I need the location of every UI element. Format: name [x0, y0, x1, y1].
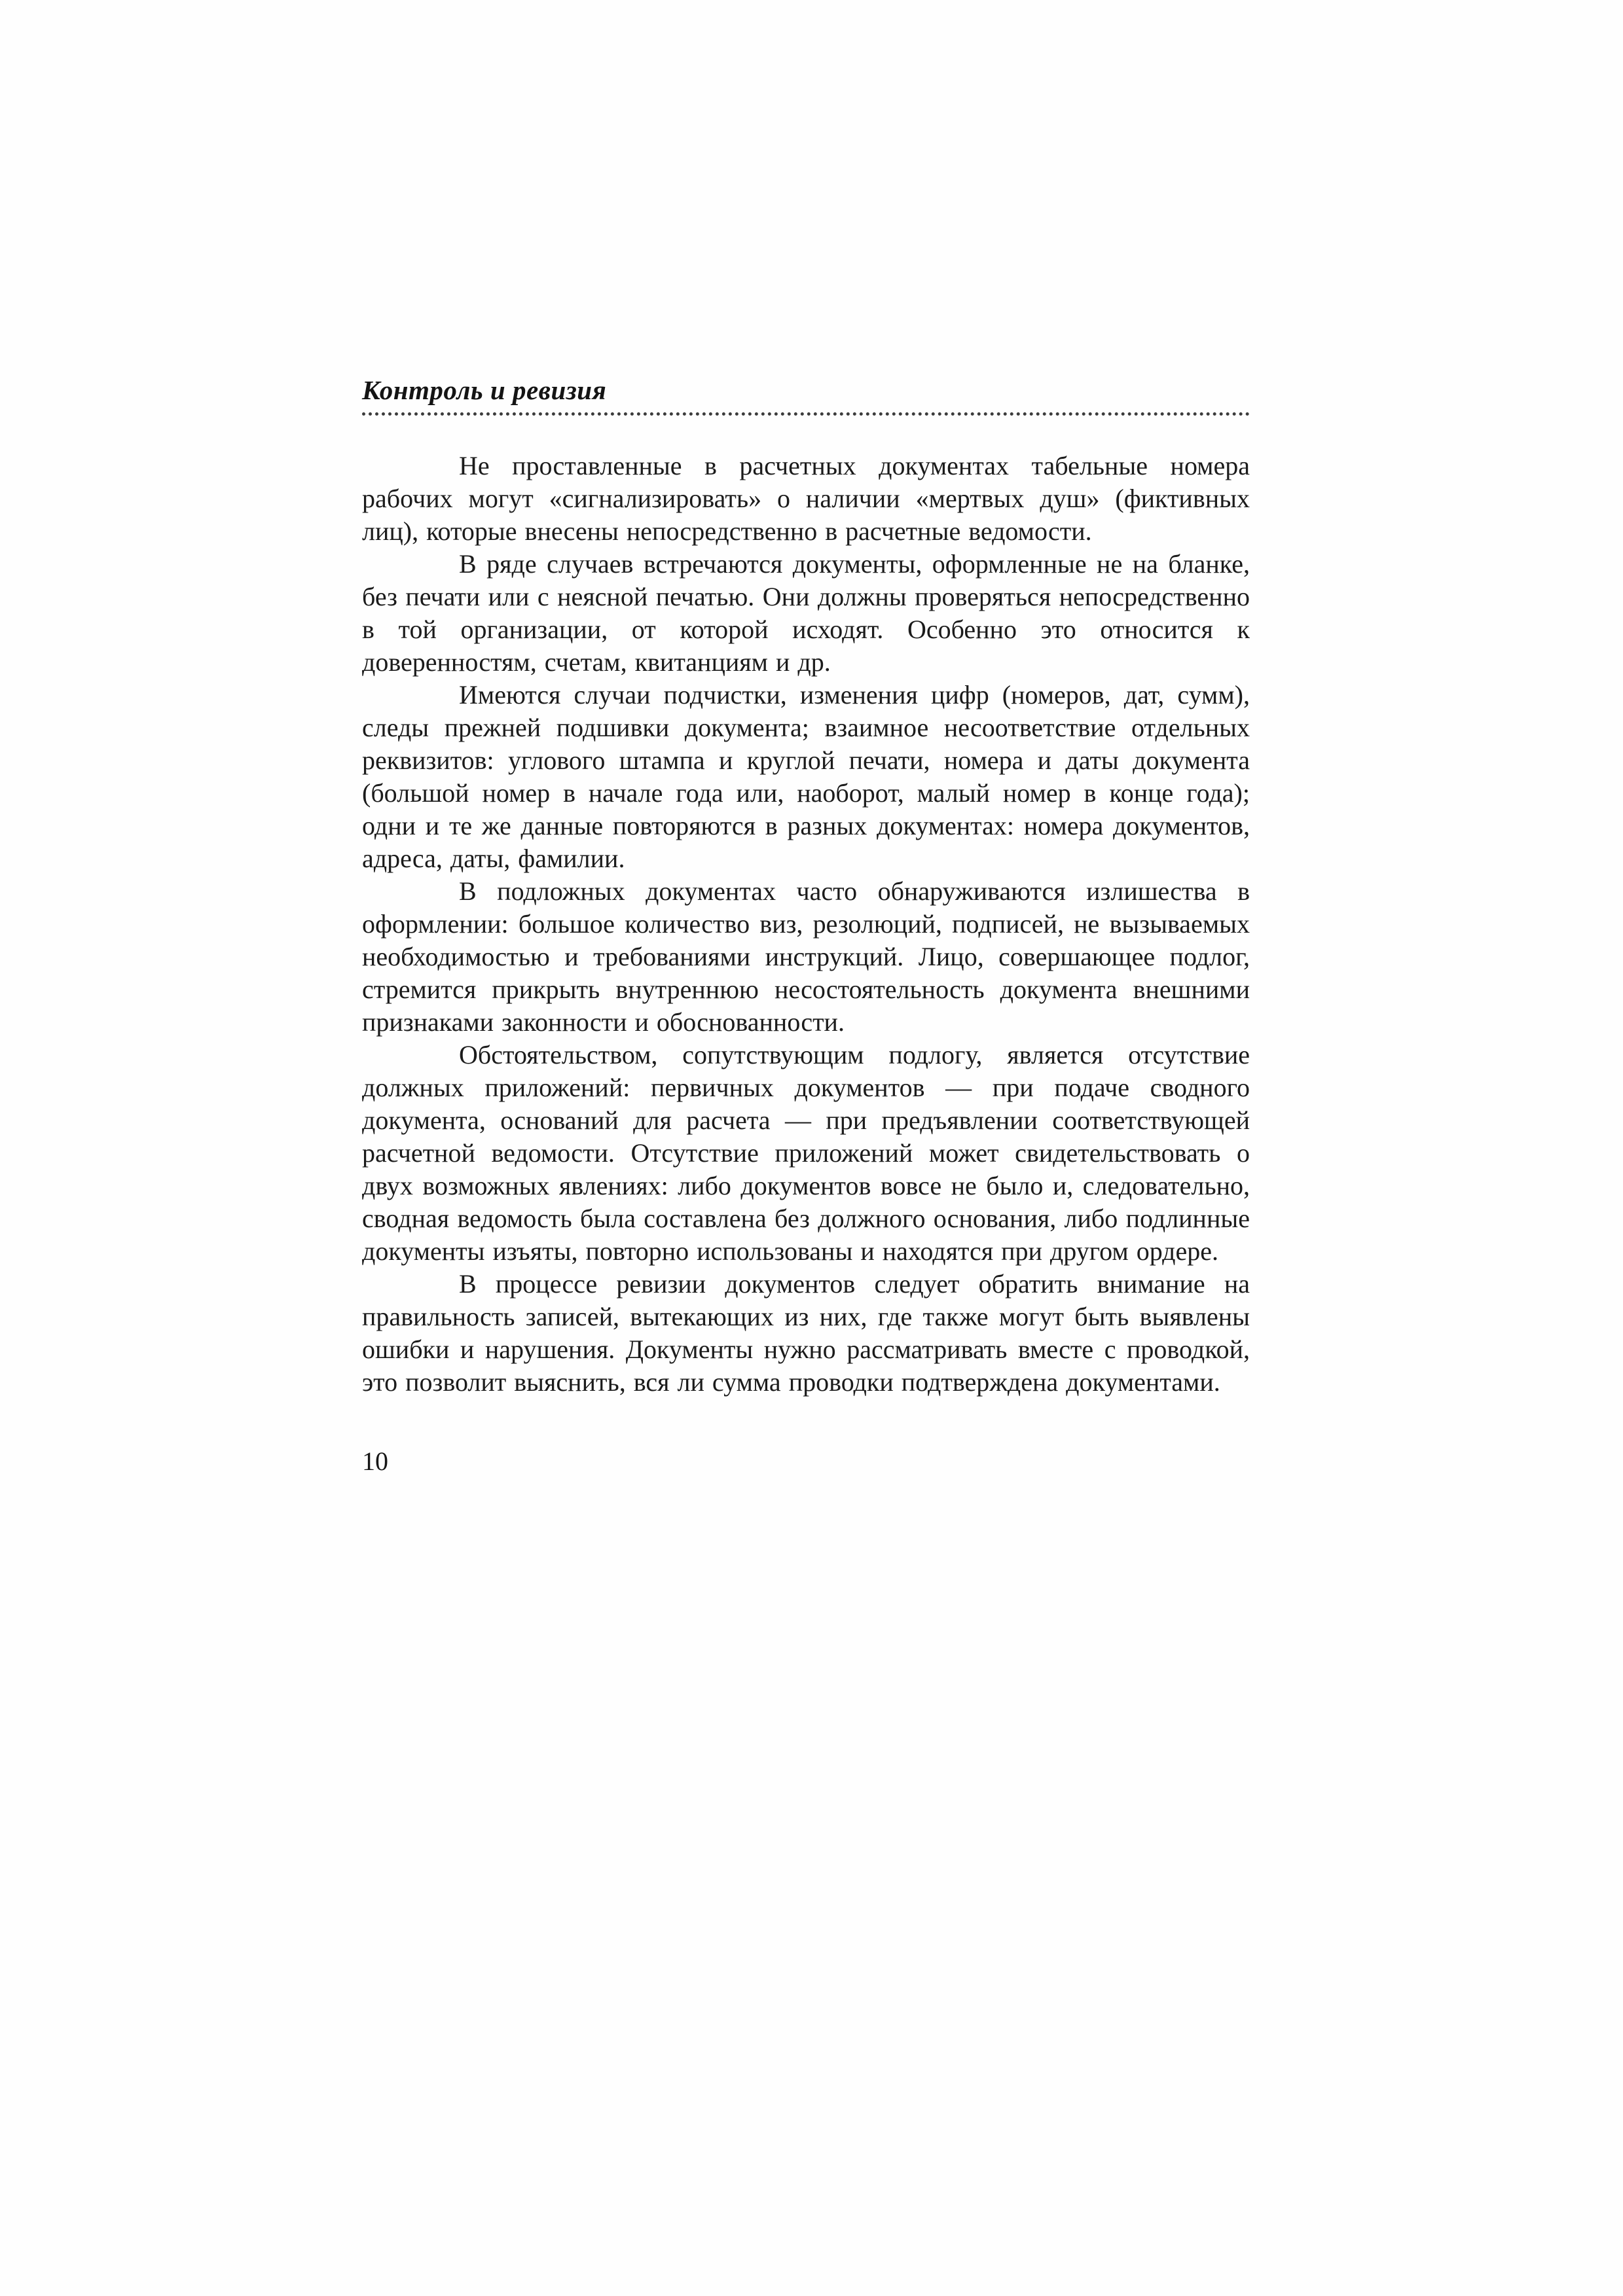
paragraph: В ряде случаев встречаются документы, оформленные не на бланке, без печати или с неясной печатью. Они должны проверяться непосредственно в той организации, от которой исходят. Особенно это относится к доверенностям, счетам, квитанциям и др.: [362, 549, 1250, 677]
chapter-title: Контроль и ревизия: [362, 375, 607, 405]
header-divider: [362, 412, 1250, 416]
paragraph: В процессе ревизии документов следует обратить внимание на правильность записей, вытекающих из них, где также могут быть выявлены ошибки и нарушения. Документы нужно рассматривать вместе с проводкой, это позволит выяснить, вся ли сумма проводки подтверждена документами.: [362, 1269, 1250, 1397]
paragraph: В подложных документах часто обнаруживаются излишества в оформлении: большое количество виз, резолюций, подписей, не вызываемых необходимостью и требованиями инструкций. Лицо, совершающее подлог, стремится прикрыть внутреннюю несостоятельность документа внешними признаками законности и обоснованности.: [362, 876, 1250, 1037]
paragraph: Имеются случаи подчистки, изменения цифр (номеров, дат, сумм), следы прежней подшивки документа; взаимное несоответствие отдельных реквизитов: углового штампа и круглой печати, номера и даты документа (большой номер в начале года или, наоборот, малый номер в конце года); одни и те же данные повторяются в разных документах: номера документов, адреса, даты, фамилии.: [362, 680, 1250, 873]
paragraph: Обстоятельством, сопутствующим подлогу, является отсутствие должных приложений: первичных документов — при подаче сводного документа, оснований для расчета — при предъявлении соответствующей расчетной ведомости. Отсутствие приложений может свидетельствовать о двух возможных явлениях: либо документов вовсе не было и, следовательно, сводная ведомость была составлена без должного основания, либо подлинные документы изъяты, повторно использованы и находятся при другом ордере.: [362, 1040, 1250, 1266]
running-header: [362, 374, 1250, 416]
body-text: [362, 450, 1250, 1399]
page-content: [362, 374, 1250, 1477]
page-number: 10: [362, 1446, 388, 1476]
paragraph: Не проставленные в расчетных документах табельные номера рабочих могут «сигнализировать» о наличии «мертвых душ» (фиктивных лиц), которые внесены непосредственно в расчетные ведомости.: [362, 451, 1250, 546]
